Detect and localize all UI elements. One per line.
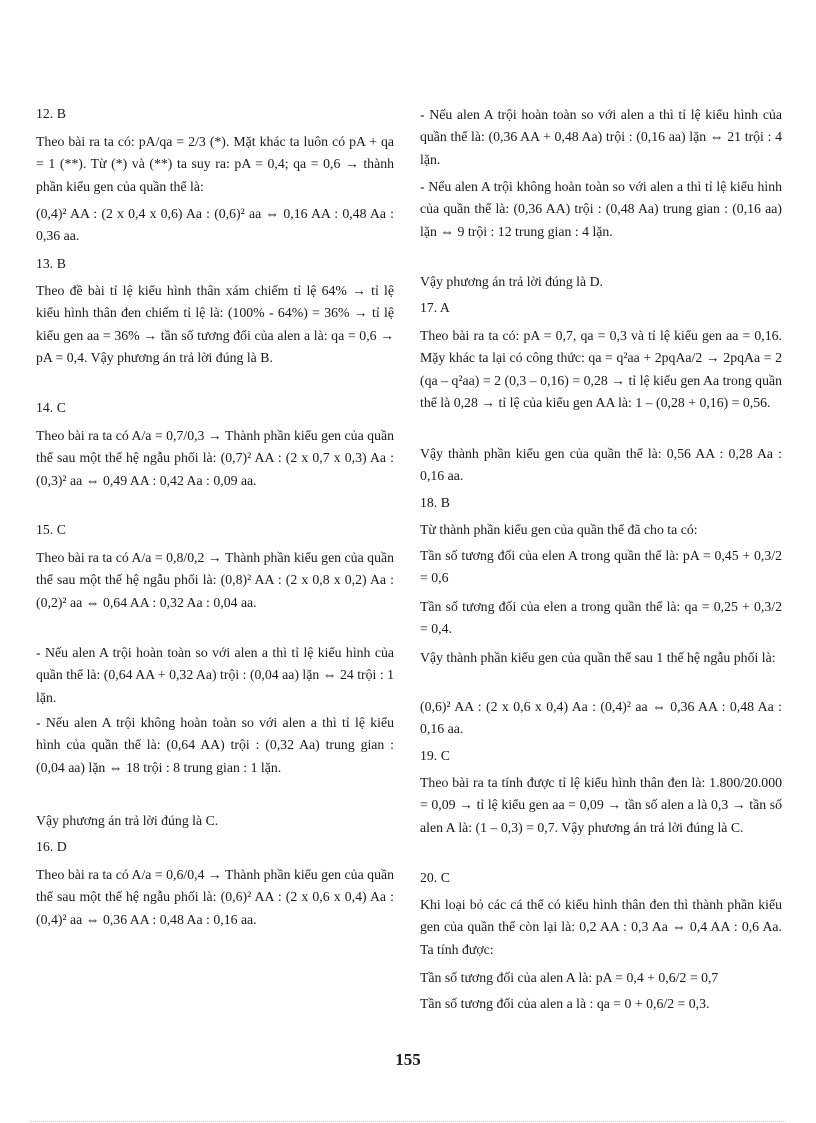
paragraph: - Nếu alen A trội hoàn toàn so với alen a thì tỉ lệ kiểu hình của quần thể là: (0,36 AA + 0,48 Aa) trội : (0,16 aa) lặn ⇔ 21 trội : 4 lặn. xyxy=(420,107,782,167)
paragraph: Tần số tương đối của alen a là : qa = 0 + 0,6/2 = 0,3. xyxy=(420,996,710,1011)
footer-divider xyxy=(30,1121,786,1122)
answer-heading: 14. C xyxy=(36,400,66,415)
answer-heading: 18. B xyxy=(420,495,450,510)
answer-heading: 16. D xyxy=(36,839,67,854)
paragraph: Theo bài ra ta có A/a = 0,7/0,3 → Thành phần kiểu gen của quần thể sau một thế hệ ngẫu phối là: (0,7)² AA : (2 x 0,7 x 0,3) Aa : (0,3)² aa ⇔ 0,49 AA : 0,42 Aa : 0,09 aa. xyxy=(36,428,394,488)
paragraph: Tần số tương đối của elen a trong quần thể là: qa = 0,25 + 0,3/2 = 0,4. xyxy=(420,599,782,637)
paragraph: Theo đề bài tỉ lệ kiểu hình thân xám chiếm tỉ lệ 64% → tỉ lệ kiểu hình thân đen chiếm tỉ lệ là: (100% - 64%) = 36% → tỉ lệ kiểu gen aa = 36% → tần số tương đối của alen a là: qa = 0,6 → pA = 0,4. Vậy phương án trả lời đúng là B. xyxy=(36,283,394,365)
paragraph: Vậy thành phần kiểu gen của quần thể là: 0,56 AA : 0,28 Aa : 0,16 aa. xyxy=(420,446,782,484)
paragraph: Theo bài ra ta có A/a = 0,8/0,2 → Thành phần kiểu gen của quần thể sau một thế hệ ngẫu phối là: (0,8)² AA : (2 x 0,8 x 0,2) Aa : (0,2)² aa ⇔ 0,64 AA : 0,32 Aa : 0,04 aa. xyxy=(36,550,394,610)
page-number: 155 xyxy=(395,1050,421,1069)
paragraph: Vậy thành phần kiểu gen của quần thể sau 1 thế hệ ngẫu phối là: xyxy=(420,650,776,665)
answer-heading: 17. A xyxy=(420,300,450,315)
answer-heading: 12. B xyxy=(36,106,66,121)
paragraph: Khi loại bỏ các cá thể có kiểu hình thân đen thì thành phần kiểu gen của quần thể còn lại là: 0,2 AA : 0,3 Aa ⇔ 0,4 AA : 0,6 Aa. Ta tính được: xyxy=(420,897,782,957)
paragraph: (0,6)² AA : (2 x 0,6 x 0,4) Aa : (0,4)² aa ⇔ 0,36 AA : 0,48 Aa : 0,16 aa. xyxy=(420,699,782,737)
paragraph: Theo bài ra ta có: pA/qa = 2/3 (*). Mặt khác ta luôn có pA + qa = 1 (**). Từ (*) và (**) ta suy ra: pA = 0,4; qa = 0,6 → thành phần kiểu gen của quần thể là: xyxy=(36,134,394,194)
answer-heading: 13. B xyxy=(36,256,66,271)
paragraph: Từ thành phần kiểu gen của quần thể đã cho ta có: xyxy=(420,522,698,537)
paragraph: Tần số tương đối của elen A trong quần thể là: pA = 0,45 + 0,3/2 = 0,6 xyxy=(420,548,782,586)
paragraph: Theo bài ra ta tính được tỉ lệ kiểu hình thân đen là: 1.800/20.000 = 0,09 → tỉ lệ kiểu gen aa = 0,09 → tần số alen a là 0,3 → tần số alen A là: (1 – 0,3) = 0,7. Vậy phương án trả lời đúng là C. xyxy=(420,775,782,835)
answer-heading: 19. C xyxy=(420,748,450,763)
paragraph: Tần số tương đối của alen A là: pA = 0,4 + 0,6/2 = 0,7 xyxy=(420,970,719,985)
paragraph: - Nếu alen A trội không hoàn toàn so với alen a thì tỉ lệ kiểu hình của quần thể là: (0,64 AA) trội : (0,32 Aa) trung gian : (0,04 aa) lặn ⇔ 18 trội : 8 trung gian : 1 lặn. xyxy=(36,715,394,775)
answer-heading: 15. C xyxy=(36,522,66,537)
paragraph: (0,4)² AA : (2 x 0,4 x 0,6) Aa : (0,6)² aa ⇔ 0,16 AA : 0,48 Aa : 0,36 aa. xyxy=(36,206,394,244)
paragraph: - Nếu alen A trội hoàn toàn so với alen a thì tỉ lệ kiểu hình của quần thể là: (0,64 AA + 0,32 Aa) trội : (0,04 aa) lặn ⇔ 24 trội : 1 lặn. xyxy=(36,645,395,705)
paragraph: - Nếu alen A trội không hoàn toàn so với alen a thì tỉ lệ kiểu hình của quần thể là: (0,36 AA) trội : (0,48 Aa) trung gian : (0,16 aa) lặn ⇔ 9 trội : 12 trung gian : 4 lặn. xyxy=(420,179,782,239)
paragraph: Theo bài ra ta có A/a = 0,6/0,4 → Thành phần kiểu gen của quần thể sau một thế hệ ngẫu phối là: (0,6)² AA : (2 x 0,6 x 0,4) Aa : (0,4)² aa ⇔ 0,36 AA : 0,48 Aa : 0,16 aa. xyxy=(36,867,394,927)
paragraph: Vậy phương án trả lời đúng là D. xyxy=(420,274,603,289)
paragraph: Vậy phương án trả lời đúng là C. xyxy=(36,813,219,828)
answer-heading: 20. C xyxy=(420,870,450,885)
paragraph: Theo bài ra ta có: pA = 0,7, qa = 0,3 và tỉ lệ kiểu gen aa = 0,16. Mặy khác ta lại có công thức: qa = q²aa + 2pqAa/2 → 2pqAa = 2 (qa – q²aa) = 2 (0,3 – 0,16) = 0,28 → tỉ lệ kiểu gen Aa trong quần thể là 0,28 → tỉ lệ của kiểu gen AA là: 1 – (0,28 + 0,16) = 0,56. xyxy=(420,328,782,410)
